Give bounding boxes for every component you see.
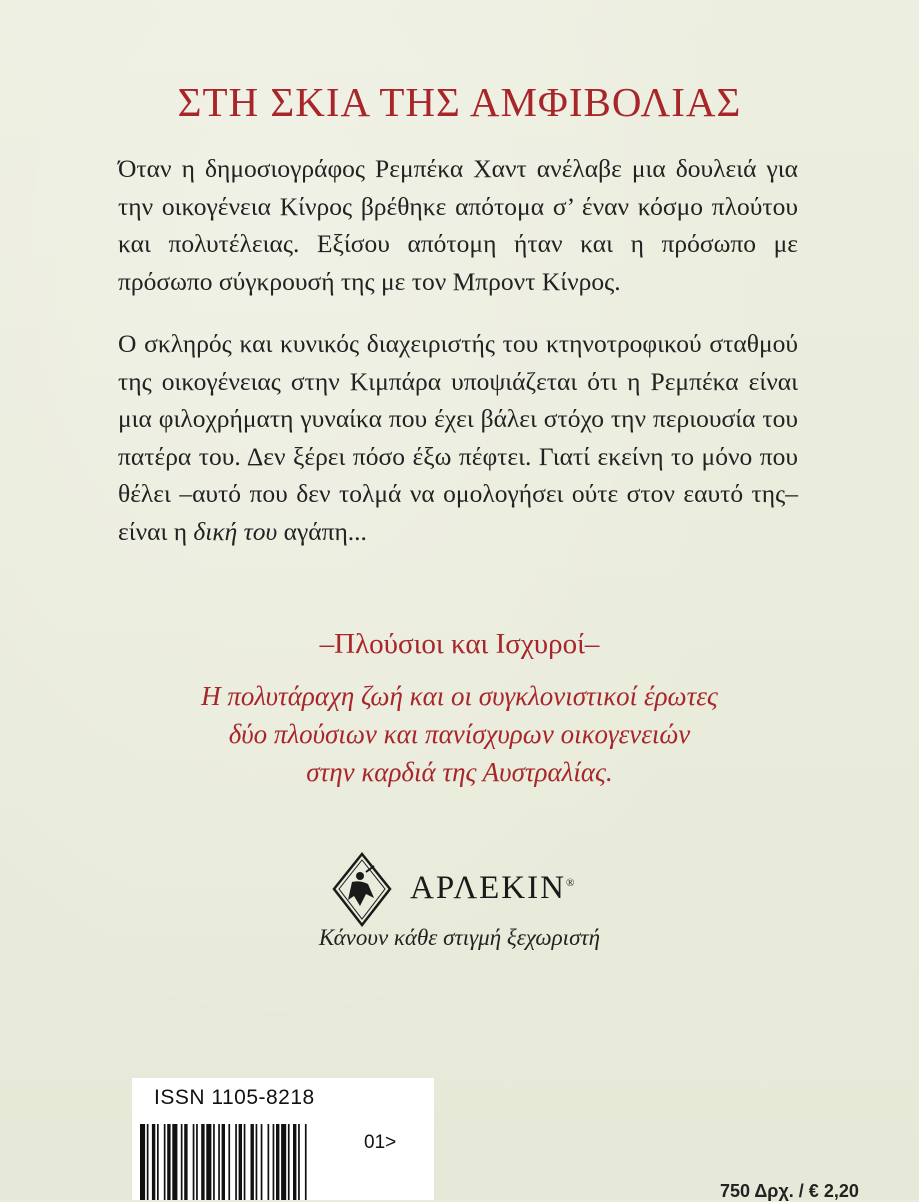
- publisher-slogan: Κάνουν κάθε στιγμή ξεχωριστή: [318, 925, 601, 950]
- publisher-logo: [330, 852, 630, 927]
- barcode-bar: [244, 1124, 246, 1200]
- barcode-bar: [293, 1124, 296, 1200]
- barcode-bar: [228, 1124, 230, 1200]
- barcode-bar: [305, 1124, 307, 1200]
- publisher-name: [410, 870, 576, 907]
- barcode-bar: [193, 1124, 195, 1200]
- barcode-bar: [184, 1124, 187, 1200]
- series-name: –Πλούσιοι και Ισχυροί–: [319, 628, 600, 660]
- registered-mark: ®: [565, 877, 577, 889]
- blurb-text-end: αγάπη...: [277, 516, 367, 546]
- barcode-bar: [261, 1124, 263, 1200]
- barcode-bar: [147, 1124, 149, 1200]
- book-title: ΣΤΗ ΣΚΙΑ ΤΗΣ ΑΜΦΙΒΟΛΙΑΣ: [177, 79, 742, 125]
- barcode-bar: [181, 1124, 183, 1200]
- barcode-bar: [273, 1124, 275, 1200]
- barcode-bar: [298, 1124, 300, 1200]
- barcode-addon: 01>: [364, 1132, 397, 1153]
- tagline-line: στην καρδιά της Αυστραλίας.: [306, 757, 613, 787]
- barcode-bar: [281, 1124, 286, 1200]
- barcode-bar: [157, 1124, 159, 1200]
- barcode-bar: [276, 1124, 279, 1200]
- price-label: 750 Δρχ. / € 2,20: [720, 1181, 859, 1201]
- barcode-bar: [239, 1124, 242, 1200]
- barcode-bar: [256, 1124, 258, 1200]
- barcode-bar: [213, 1124, 215, 1200]
- barcode-bar: [164, 1124, 166, 1200]
- publisher-name-text: ΑΡΛΕΚΙΝ: [410, 870, 566, 906]
- barcode-bar: [235, 1124, 237, 1200]
- series-tagline: [0, 677, 919, 791]
- barcode-bar: [152, 1124, 155, 1200]
- blurb-paragraph-1: Όταν η δημοσιογράφος Ρεμπέκα Χαντ ανέλαβε μια δουλειά για την οικογένεια Κίνρος βρέθηκε απότομα σ’ έναν κόσμο πλούτου και πολυτέλειας. Εξίσου απότομη ήταν και η πρόσωπο με πρόσωπο σύγκρουσή της με τον Μπροντ Κίνρος.: [118, 154, 798, 296]
- barcode-bar: [167, 1124, 170, 1200]
- blurb-paragraph-2: [118, 325, 798, 550]
- barcode-bar: [196, 1124, 198, 1200]
- blurb-text: Ο σκληρός και κυνικός διαχειριστής του κτηνοτροφικού σταθμού της οικογένειας στην Κιμπάρα υποψιάζεται ότι η Ρεμπέκα είναι μια φιλοχρήματη γυναίκα που έχει βάλει στόχο την περιουσία του πατέρα του. Δεν ξέρει πόσο έξω πέφτει. Γιατί εκείνη το μόνο που θέλει –αυτό που δεν τολμά να ομολογήσει ούτε στον εαυτό της– είναι η: [118, 329, 798, 546]
- tagline-line: Η πολυτάραχη ζωή και οι συγκλονιστικοί έρωτες: [201, 681, 718, 711]
- barcode-bar: [218, 1124, 220, 1200]
- barcode-panel: [132, 1078, 434, 1200]
- blurb-emphasis: δική του: [193, 516, 278, 546]
- issn-number: ISSN 1105-8218: [154, 1086, 315, 1109]
- tagline-line: δύο πλούσιων και πανίσχυρων οικογενειών: [228, 719, 691, 749]
- barcode-bar: [288, 1124, 290, 1200]
- barcode-bar: [201, 1124, 204, 1200]
- barcode-bar: [268, 1124, 270, 1200]
- harlequin-emblem-icon: [330, 852, 394, 927]
- barcode-bar: [251, 1124, 254, 1200]
- barcode-bar: [140, 1124, 145, 1200]
- barcode-bar: [206, 1124, 211, 1200]
- barcode-bar: [172, 1124, 177, 1200]
- barcode-bar: [222, 1124, 225, 1200]
